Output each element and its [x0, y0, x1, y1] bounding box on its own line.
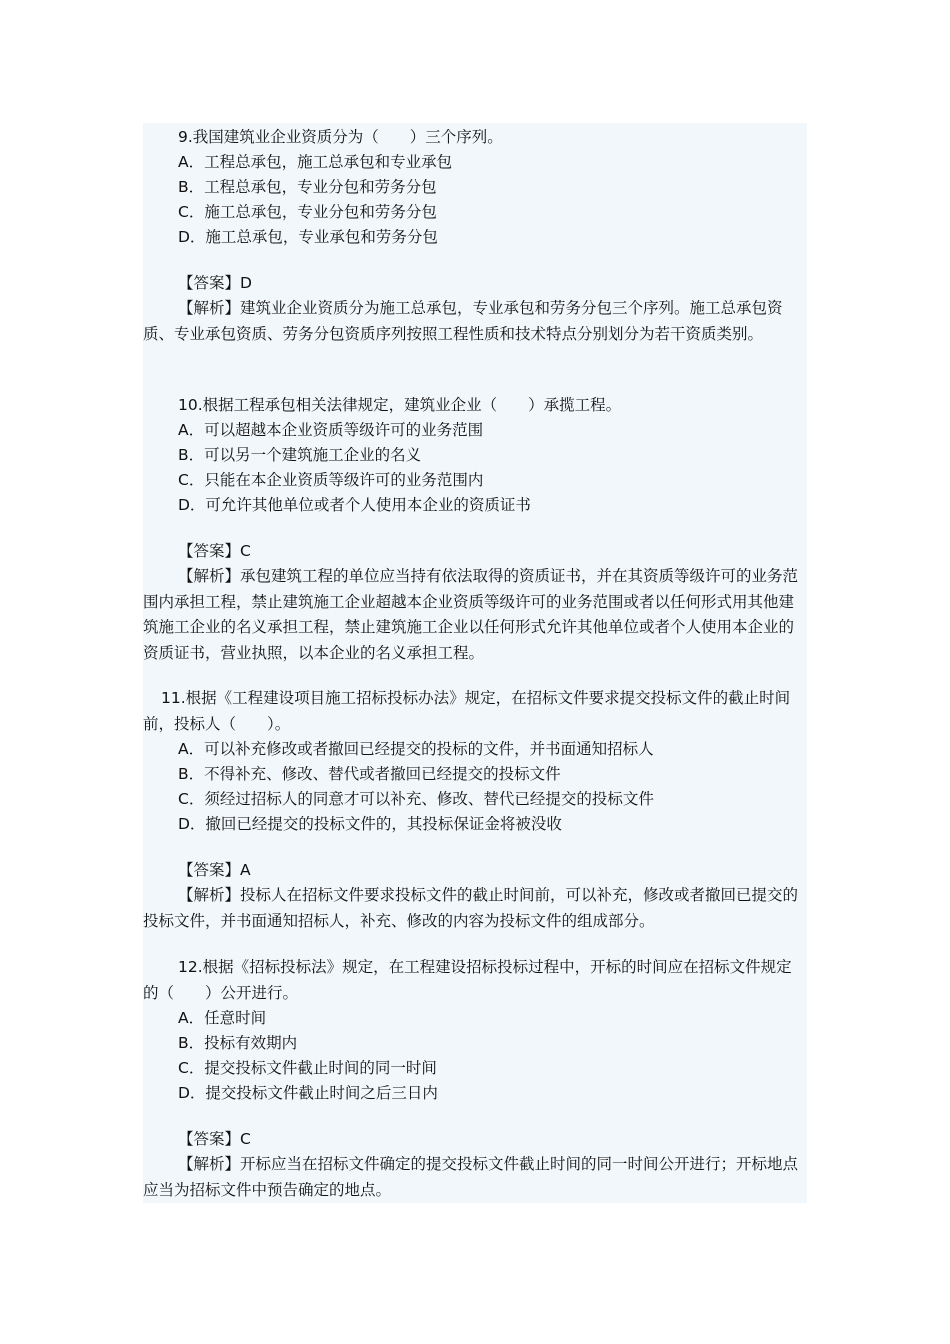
document-content [143, 123, 807, 1203]
analysis: 【解析】建筑业企业资质分为施工总承包，专业承包和劳务分包三个序列。施工总承包资质、专业承包资质、劳务分包资质序列按照工程性质和技术特点分别划分为若干资质类别。 [143, 299, 783, 343]
option-c: C．只能在本企业资质等级许可的业务范围内 [178, 471, 484, 489]
analysis: 【解析】开标应当在招标文件确定的提交投标文件截止时间的同一时间公开进行；开标地点应当为招标文件中预告确定的地点。 [143, 1155, 799, 1199]
analysis: 【解析】承包建筑工程的单位应当持有依法取得的资质证书，并在其资质等级许可的业务范围内承担工程，禁止建筑施工企业超越本企业资质等级许可的业务范围或者以任何形式用其他建筑施工企业的名义承担工程，禁止建筑施工企业以任何形式允许其他单位或者个人使用本企业的资质证书，营业执照，以本企业的名义承担工程。 [143, 567, 799, 662]
option-d: D．提交投标文件截止时间之后三日内 [178, 1084, 438, 1102]
option-a: A．任意时间 [178, 1009, 267, 1027]
question-12 [143, 955, 807, 1203]
option-d: D．施工总承包，专业承包和劳务分包 [178, 228, 438, 246]
option-b: B．不得补充、修改、替代或者撤回已经提交的投标文件 [178, 765, 561, 783]
option-d: D．撤回已经提交的投标文件的，其投标保证金将被没收 [178, 815, 562, 833]
answer: 【答案】C [178, 542, 251, 560]
question-11 [143, 686, 807, 934]
option-b: B．投标有效期内 [178, 1034, 298, 1052]
option-c: C．提交投标文件截止时间的同一时间 [178, 1059, 437, 1077]
answer: 【答案】C [178, 1130, 251, 1148]
option-b: B．可以另一个建筑施工企业的名义 [178, 446, 422, 464]
option-a: A．工程总承包，施工总承包和专业承包 [178, 153, 453, 171]
answer: 【答案】D [178, 274, 252, 292]
option-a: A．可以超越本企业资质等级许可的业务范围 [178, 421, 484, 439]
answer: 【答案】A [178, 861, 251, 879]
option-c: C．须经过招标人的同意才可以补充、修改、替代已经提交的投标文件 [178, 790, 654, 808]
option-d: D．可允许其他单位或者个人使用本企业的资质证书 [178, 496, 531, 514]
option-c: C．施工总承包，专业分包和劳务分包 [178, 203, 437, 221]
question-10 [143, 393, 807, 666]
question-stem: 9.我国建筑业企业资质分为（ ）三个序列。 [178, 128, 503, 146]
question-9 [143, 125, 807, 347]
question-stem: 11.根据《工程建设项目施工招标投标办法》规定，在招标文件要求提交投标文件的截止时间前，投标人（ ）。 [143, 689, 791, 733]
option-b: B．工程总承包，专业分包和劳务分包 [178, 178, 437, 196]
question-stem: 10.根据工程承包相关法律规定，建筑业企业（ ）承揽工程。 [178, 396, 622, 414]
question-stem: 12.根据《招标投标法》规定，在工程建设招标投标过程中，开标的时间应在招标文件规定的（ ）公开进行。 [143, 958, 792, 1002]
option-a: A．可以补充修改或者撤回已经提交的投标的文件，并书面通知招标人 [178, 740, 654, 758]
analysis: 【解析】投标人在招标文件要求投标文件的截止时间前，可以补充，修改或者撤回已提交的投标文件，并书面通知招标人，补充、修改的内容为投标文件的组成部分。 [143, 886, 799, 930]
